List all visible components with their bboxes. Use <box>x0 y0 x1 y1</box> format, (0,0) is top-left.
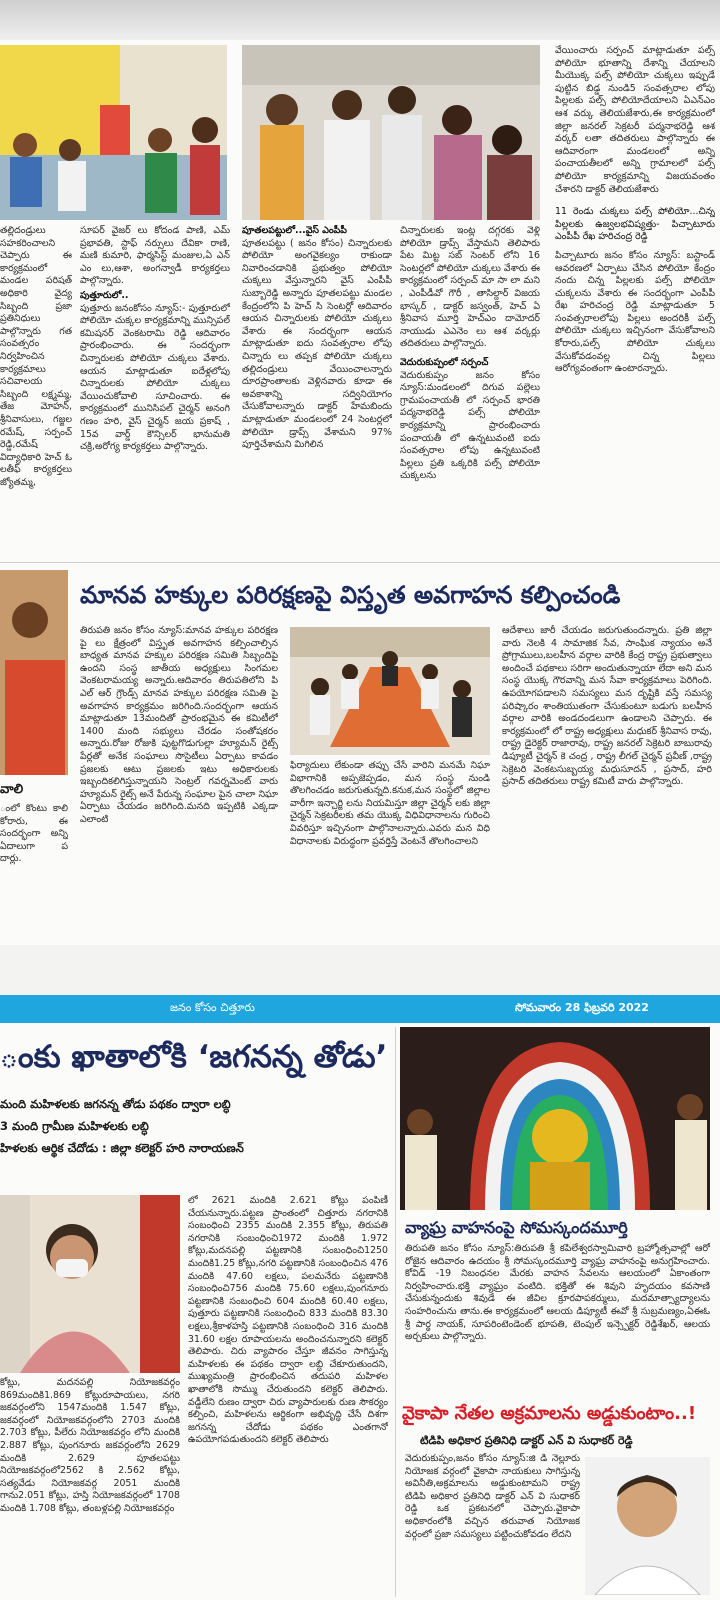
col2-text-b: పుత్తూరు జనంకోసం న్యూస్:- పుత్తూరులో పోలియో చుక్కల కార్యక్రమాన్ని మున్సిపల్ కమిషనర్ వెంకటరామి రెడ్డి ఆదివారం ప్రారంభించారు. ఈ సందర్భంగా చిన్నారులకు పోలియో చుక్కలు వేశారు. ఆయన మాట్లాడుతూ ఐదేళ్లలోపు చిన్నారులకు పోలియో చుక్కలు వేయించుకోవాలి సూచించారు. ఈ కార్యక్రమంలో మునిసిపల్ చైర్మన్ అనంగి గణం హరి, వైస్ చైర్మన్ జయ ప్రకాష్ , 15వ వార్డ్ కౌన్సిలర్ భానుమతి చక్రి,అరోగ్య కార్యకర్తలు పాల్గొన్నారు. <box>80 302 230 453</box>
ycp-subheadline: టిడిపి అధికార ప్రతినిధి డాక్టర్ ఎన్ వి సుధాకర్ రెడ్డి <box>420 1434 633 1447</box>
collector-photo <box>0 1195 180 1373</box>
col5-text-c: పిచ్చాటూరు జనం కోసం న్యూస్: బస్టాండ్ ఆవరణలో ఏర్పాటు చేసిన పోలియో కేంద్రం నందు చిన్న పిల్లలకు పల్స్ పోలియో చుక్కలను వేశారు ఈ సందర్భంగా ఎంపీపీ రేఖ హరిచంద్ర రెడ్డి మాట్లాడుతూ 5 సంవత్సరాలలోపు పిల్లలు అందరికీ పల్స్ పోలియో చుక్కలు ఇచ్చినంగా వేసుకోవాలని కోరారు,పల్స్ పోలియో చుక్కలు వేసుకోవడంవల్ల చిన్న పిల్లలు ఆరోగ్యవంతంగా ఉంటారన్నారు. <box>555 249 715 375</box>
top-story-col-3 <box>242 225 392 555</box>
col4-text-b: వెదురుకుప్పం జనం కోసం న్యూస్:మండలంలో దిగువ పల్లెలు గ్రామపంచాయతీ లో సర్పంచ్ భారతి పద్మనాభరెడ్డి పల్స్ పోలియో కార్యక్రమాన్ని ప్రారంభించారు పంచాయతీ లో ఉన్నటువంటి ఐదు సంవత్సరాల లోపు ఉన్నటువంటి పిల్లలు ప్రతి ఒక్కరికి పల్స్ పోలియో చుక్కలను <box>400 369 540 482</box>
newspaper-page-2 <box>0 995 720 1600</box>
divider <box>0 562 720 563</box>
page-1-top-strip <box>0 0 720 40</box>
temple-procession-photo <box>400 1027 710 1210</box>
temple-story-text: తిరుపతి జనం కోసం న్యూస్:తిరుపతి శ్రీ కపిలేశ్వరస్వామివారి బ్రహ్మోత్సవాల్లో ఆరో రోజైన ఆదివారం ఉదయం శ్రీ సోమస్కందమూర్తి వ్యాఘ్ర వాహనంపై అనుగ్రహించారు. కోవిడ్ -19 నిబంధనల మేరకు వాహన సేవలను ఆలయంలో ఏకాంతంగా నిర్వహించారు.భక్తి వ్యాఘ్రం వంటిది. భక్తితో ఈ శివుని హృదయం కవసాణి చేసుకున్నందుకు శివుడే ఈ జీవిల క్రూరపాపకర్ములు, మదమాత్స్యాద్యాలను సంహరించును తాను.ఈ కార్యక్రమంలో ఆలయ డిప్యూటీ ఈవో శ్రీ సుబ్రమణ్యం,ఏఈఓ శ్రీ పార్థ నాయక్, సూపరింటెండెంట్ భూపతి, టెంపుల్ ఇన్స్పెక్టర్ రెడ్డిశేఖర్, ఆలయ అర్చకులు పాల్గొన్నారు. <box>405 1243 710 1343</box>
col4-text-a: చిన్నారులకు ఇంట్ల దగ్గరకు వెళ్లి పోలియో డ్రాప్స్ వేస్తామని తెలిపారు పేట మిట్ట సబ్ సెంటర్ లోని 16 సెంటర్లలో పోలియో చుక్కలు వేశారు ఈ కార్యక్రమంలో సర్పంచ్ మా సా లా మని , ఎంపీడీవో గౌరీ , తాసిల్దార్ విజయ భాస్కర్ , డాక్టర్ జస్వంత్, హెచ్ ఏ శ్రీనివాస మూర్తి హెచ్ఎం దామోదర్ నాయుడు ఎఎనెం లు ఆశ వర్కర్లు తదితరులు పాల్గొన్నారు. <box>400 225 540 350</box>
sudhakar-reddy-photo <box>585 1457 710 1595</box>
vertical-divider <box>395 1027 396 1597</box>
jagananna-story-col-right: లో 2621 మందికి 2.621 కోట్లు పంపిణీ చేయనున్నారు.పట్టణ ప్రాంతంలో చిత్తూరు నగరానికి సంబంధించి 2355 మందికి 2.355 కోట్లు, తిరుపతి నగరానికి సంబంధించి1972 మందికి 1.972 కోట్లు,మదనపల్లి పట్టణానికి సంబంధించి1250 మందికి1.25 కోట్లు,నగరి పట్టణానికి సంబంధించిన 476 మందికి 47.60 లక్షలు, పలమనేరు పట్టణానికి సంబంధించి756 మందికి 75.60 లక్షలు,పుంగనూరు పట్టణానికి సంబంధించి 604 మందికి 60.40 లక్షలు, పుత్తూరు పట్టణానికి సంబంధించి 833 మందికి 83.30 లక్షలు,శ్రీకాళహస్తి పట్టణానికి సంబంధించి 316 మందికి 31.60 లక్షల రూపాయలను అందించనున్నారని కలెక్టర్ తెలిపారు. చిరు వ్యాపారం చేస్తూ జీవనం సాగిస్తున్న మహిళలకు ఈ పథకం ద్వారా లబ్ధి చేకూరుతుందని, ముఖ్యమంత్రి ప్రారంభించిన తదుపరి మహిళల ఖాతాలోకి సొమ్ము చేరుతుందని కలెక్టర్ తెలిపారు. వడ్డీలేని రుణం ద్వారా చిరు వ్యాపారులకు రుణ సౌకర్యం కల్పించి, మహిళలను ఆర్థికంగా అభివృద్ధి చేసే దిశగా జగనన్న చేదోడు పథకం ఎంతగానో ఉపయోగపడుతుందని కలెక్టర్ తెలిపారు <box>188 1195 388 1446</box>
col4-subhead: వెదురుకుప్పంలో సర్పంచ్ <box>400 356 489 368</box>
jagananna-thodu-headline: ంకు ఖాతాలోకి ‘జగనన్న తోడు’ <box>0 1039 388 1075</box>
page-2-header-band <box>0 995 720 1023</box>
human-rights-meeting-photo <box>290 627 490 755</box>
left-fragment-text: ంలో కొంటు కాలి కోరారు, ఈ సందర్భంగా అన్ని ఏదాలుగా ప దార్లు. <box>0 803 68 865</box>
sub-line-2: 3 మంది గ్రామీణ మహిళలకు లబ్ధి <box>0 1119 149 1133</box>
headline-subs <box>0 1093 395 1159</box>
ycp-story-text: వెదురుకుప్పం,జనం కోసం న్యూస్:జి డి నెల్లూరు నియోజక వర్గంలో వైకాపా నాయకులు సాగిస్తున్న అవినీతి,అక్రమాలను అడ్డుకుంటామని రాష్ట్ర టిడిపి అధికార ప్రతినిధి డాక్టర్ ఎన్ వి సుధాకర్ రెడ్డి ఒక ప్రకటనలో చెప్పారు.వైకాపా అధికారంలోకి వచ్చిన తరువాత నియోజక వర్గంలో ప్రజా సమస్యలు పట్టించుకోవడం లేదని <box>405 1453 580 1540</box>
sub-line-3: హిళలకు ఆర్థిక చేదోడు : జిల్లా కలెక్టర్ హరి నారాయణన్ <box>0 1141 244 1155</box>
polio-camp-photo-1 <box>0 45 227 220</box>
col2-text-a: సూపర్ వైజర్ లు కోదండ పాణి, ఎమ్ ప్రభావతి, స్టాఫ్ నర్సులు దేవికా రాణి, మణి కుమారి, ఫార్మసిస్ట్ మంజుల,ఏ ఎన్ ఎం లు,ఆశా, అంగన్వాడీ కార్యకర్తలు పాల్గొన్నారు. <box>80 225 230 287</box>
col3-subhead: పూతలపట్టులో...వైస్ ఎంపీపీ <box>242 225 347 236</box>
top-story-col-1: తల్లిదండ్రులు సహకరించాలని చెప్పారు ఈ కార్యక్రమంలో మండల పరిషత్ అధికారి వైద్య సిబ్బంది ప్రజా ప్రతినిధులు పాల్గొన్నారు గత సంవత్సరం నిర్వహించిన కార్యక్రమాలు సచివాలయ సిబ్బంది లక్ష్మమ్మ, తేజ మోహన్, శ్రీనివాసులు, గజ్జల రమేష్, సర్పంచ్ రెడ్డి,రమేష్ విద్యాధికారి హెచ్ ఓ లతీఫ్ కార్యకర్తలు జ్యోతమ్మ, <box>0 225 72 488</box>
left-fragment-title: వాలి <box>0 782 24 797</box>
human-rights-col-2: ఫిర్యాదులు లేకుండా తప్పు చేసే వారిని మనమే నిఘా విభాగానికి అప్పజెప్పడం, మన సంస్థ నుండి తొలగించడం జరుగుతున్నది.కనుక,మన సంస్థలో జిల్లాల వారీగా ఇన్చార్జి లను నియమిస్తూ జిల్లా చైర్మన్ లకు జిల్లా చైర్మన్ సెక్రటరీలకు తమ యొక్క విధివిధానాలను గురించి వివరిస్తూ ఇచ్చినంగా పాల్గొనాలన్నారు.ఎవరు మన విధి విధానాలకు విరుద్ధంగా ప్రవర్తిస్తే వెంటనే తొలగించాలని <box>290 760 490 847</box>
ycp-headline: వైకాపా నేతల అక్రమాలను అడ్డుకుంటాం..! <box>402 1403 697 1424</box>
human-rights-headline: మానవ హక్కుల పరిరక్షణపై విస్తృత అవగాహన కల్పించండి <box>80 581 621 609</box>
page-gap <box>0 945 720 995</box>
col5-text-a: వేయించారు సర్పంచ్ మాట్లాడుతూ పల్స్ పోలియో భూతాన్ని దేశాన్ని చేయాలని మీయొక్క పల్స్ పోలియో చుక్కలు ఇప్పుడే పుట్టిన బిడ్డ నుండి5 సంవత్సరాల లోపు పిల్లలకు పల్స్ పోలియోదేయాలని ఏఎన్ఎం ఆశ వర్కు తెలియజేశారు,ఈ కార్యక్రమంలో జిల్లా జనరల్ సెక్రటరీ పద్మనాభరెడ్డి ఆశ వర్కర్ లతా తదితరులు పాల్గొన్నారు ఈ ఆదివారంగా మండలంలో అన్ని పంచాయతీలలో అన్ని గ్రామాలలో పల్స్ పోలియో కార్యక్రమాన్ని విజయవంతం చేశారని డాక్టర్ తెలియజేశారు <box>555 45 715 195</box>
col3-text: పూతలపట్టు ( జనం కోసం) చిన్నారులకు పోలియో అంగవైకల్యం రాకుండా నివారించడానికి ప్రభుత్వం పోలియో చుక్కలు వేస్తున్నారని వైస్ ఎంపీపీ సుబ్బారెడ్డి అన్నారు పూతలపట్టు మండల కేంద్రంలోని పి హెచ్ సి సెంటర్లో ఆదివారం ఆయన చిన్నారులకు పోలియో చుక్కలు వేశారు ఈ సందర్భంగా ఆయన మాట్లాడుతూ ఐదు సంవత్సరాల లోపు చిన్నారు లు తప్పక పోలియో చుక్కలు తల్లిదండ్రులు వేయించాలన్నారు దూరప్రాంతాలకు వెళ్లినవారు కూడా ఈ అవకాశాన్ని సద్వినియోగం చేసుకోవాలన్నారు డాక్టర్ హేమబిందు మాట్లాడుతూ మండలంలో 24 సెంటర్లలో పోలియో డ్రాప్స్ వేశామని 97% పూర్తిచేశామని మిగిలిన <box>242 237 392 451</box>
col5-subhead: 11 రెండు చుక్కలు పల్స్ పోలియో...చిన్న పిల్లలకు ఉజ్వలభవిష్యత్తు- పిచ్చాటూరు ఎంపీపీ రేఖ హరిచంద్ర రెడ్డి <box>555 206 715 243</box>
top-story-col-4 <box>400 225 540 555</box>
temple-headline: వ్యాఘ్ర వాహనంపై సోమస్కందమూర్తి <box>405 1218 628 1237</box>
polio-camp-photo-2 <box>242 45 540 220</box>
col2-subhead: పుత్తూరులో.. <box>80 289 129 301</box>
sub-line-1: మంది మహిళలకు జగనన్న తోడు పథకం ద్వారా లబ్ధి <box>0 1097 231 1111</box>
band-left-label: జనం కోసం చిత్తూరు <box>170 1001 255 1014</box>
top-story-col-2 <box>80 225 230 555</box>
left-fragment-photo <box>0 570 68 775</box>
human-rights-col-1: తిరుపతి జనం కోసం న్యూస్:మానవ హక్కుల పరిరక్షణ పై లు క్షేత్రంలో విస్తృత అవగాహన కల్పించాల్సిన బాధ్యత మానవ హక్కుల పరిరక్షణ సమితి సిబ్బందిపై ఉందని సంస్థ జాతీయ అధ్యక్షులు సింగమల వెంకటరామయ్య అన్నారు.ఆదివారం తిరుపతిలోని పి ఎల్ ఆర్ గ్రౌండ్స్ మానవ హక్కుల పరిరక్షణ సమితి పై అవగాహన కార్యక్రమం జరిగింది.సందర్భంగా ఆయన మాట్లాడుతూ 13మందితో ప్రారంభమైన ఈ కమిటీలో 1400 మంది సభ్యులు చేరడం సంతోషకరం అన్నారు.రోజు రోజుకి పుట్టగొడుగుల్లా హ్యూమన్ రైట్స్ పేర్లతో అనేక సంఘాలు సొసైటీలు ఏర్పాటు కావడం ప్రజలకు ఆటు ప్రజలకు ఇటు అధికారులకు ఇబ్బందికలిగిస్తున్నాయని సెంట్రల్ గవర్నమెంట్ వారు హ్యూమన్ రైట్స్ అనే పేరున్న సంఘాల పైన చాలా నిఘా ఏర్పాటు చేయడం జరిగింది.మనది ఇప్పటికి ఎక్కడా ఎలాంటి <box>80 625 278 825</box>
top-story-col-5 <box>555 45 715 555</box>
band-date: సోమవారం 28 ఫిబ్రవరి 2022 <box>515 1001 649 1014</box>
human-rights-col-3: ఆదేశాలు జారీ చేయడం జరుగుతుందన్నారు. ప్రతి జిల్లా వారు నెలకి 4 సామాజిక సేవ, సాంఘిక న్యాయం అనే ప్రోగ్రాములు,బలహీన వర్గాల వారికి కేంద్ర రాష్ట్ర ప్రభుత్వాలు అందించే పథకాలు సరిగా అందుతున్నాయా లేదా అని మన సంస్థ యొక్క గౌరవాన్ని మన సేవా కార్యక్రమాలు పెరిగింది. ఉపయోగపడాలని సమస్యలు మన దృష్టికి వస్తే సమస్య పరిష్కారం శాంతియుతంగా చేసుకుంటూ బడుగు బలహీన వర్గాల వారికి అండదండలుగా ఉండాలని చెప్పారు. ఈ కార్యక్రమంలో లో రాష్ట్ర అధ్యక్షులు మధుకర్ శ్రీనివాస రావు, రాష్ట్ర డైరెక్టర్ రాజారావు, రాష్ట్ర జనరల్ సెక్రెటరి బాబురావు డిప్యూటీ చైర్మన్ కె చంద్ర , రాష్ట్ర లీగల్ చైర్మన్ ప్రవీణ్ ,రాష్ట్ర సెక్రెటరి వెంకటసుబ్బయ్య మధుసూదన్ , ప్రసాద్, హరి ప్రసాద్ తదితరులు రాష్ట్ర కమిటీ వారు పాల్గొన్నారు. <box>502 625 712 788</box>
jagananna-story-bottom: కోట్లు, మదనపల్లి నియోజకవర్గం 869మందికి1.869 కోట్లురూపాయలు, నగరి జకవర్గంలోని 1547మందికి 1.547 కోట్లు, జకవర్గంలో నియోజకవర్గంలోని 2703 మందికి 2.703 కోట్లు, పీలేరు నియోజకవర్గం లోని మందికి 2.887 కోట్లు, పుంగనూరు జకవర్గంలోని 2629 మందికి 2.629 పూతలపట్టు నియోజకవర్గంలో2562 కి 2.562 కోట్లు, సత్యవేడు నియోజకవర్గ 2051 మందికి గాను2.051 కోట్లు, హస్తి నియోజకవర్గంలో 1708 మందికి 1.708 కోట్లు, తంబళ్లపల్లి నియోజకవర్గం <box>0 1377 180 1514</box>
